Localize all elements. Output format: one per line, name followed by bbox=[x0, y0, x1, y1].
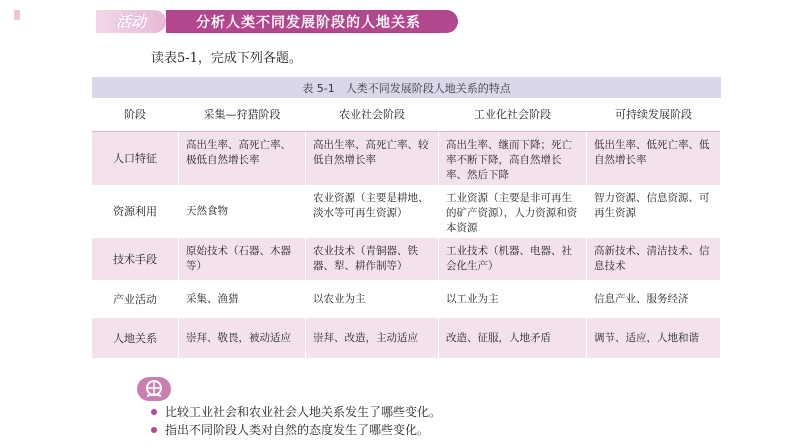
table-cell: 原始技术（石器、木器等） bbox=[179, 238, 306, 280]
table-cell: 改造、征服，人地矛盾 bbox=[439, 318, 587, 358]
table-cell: 天然食物 bbox=[179, 185, 306, 238]
activity-header bbox=[96, 10, 458, 33]
column-header-agricultural: 农业社会阶段 bbox=[306, 98, 439, 132]
row-label-technology: 技术手段 bbox=[92, 238, 179, 280]
row-label-industry: 产业活动 bbox=[92, 280, 179, 318]
table-cell: 低出生率、低死亡率、低自然增长率 bbox=[587, 132, 721, 185]
table-cell: 高出生率、高死亡率、极低自然增长率 bbox=[179, 132, 306, 185]
table-cell: 调节、适应，人地和谐 bbox=[587, 318, 721, 358]
column-header-stage: 阶段 bbox=[92, 98, 179, 132]
row-label-population: 人口特征 bbox=[92, 132, 179, 185]
question-item bbox=[151, 403, 441, 420]
globe-hand-icon bbox=[137, 377, 171, 401]
table-cell: 以工业为主 bbox=[439, 280, 587, 318]
question-text: 指出不同阶段人类对自然的态度发生了哪些变化。 bbox=[165, 423, 430, 437]
table-cell: 农业技术（青铜器、铁器、犁、耕作制等） bbox=[306, 238, 439, 280]
table-grid bbox=[92, 98, 721, 358]
column-header-sustainable: 可持续发展阶段 bbox=[587, 98, 721, 132]
table-cell: 崇拜、敬畏，被动适应 bbox=[179, 318, 306, 358]
activity-tag: 活动 bbox=[96, 10, 166, 33]
table-caption: 表 5-1 人类不同发展阶段人地关系的特点 bbox=[92, 77, 721, 98]
row-label-resources: 资源利用 bbox=[92, 185, 179, 238]
question-item bbox=[151, 421, 429, 438]
table-cell: 工业资源（主要是非可再生的矿产资源），人力资源和资本资源 bbox=[439, 185, 587, 238]
table-cell: 工业技术（机器、电器、社会化生产） bbox=[439, 238, 587, 280]
table-cell: 高出生率、高死亡率、较低自然增长率 bbox=[306, 132, 439, 185]
table-cell: 农业资源（主要是耕地、淡水等可再生资源） bbox=[306, 185, 439, 238]
bullet-icon bbox=[151, 427, 157, 433]
corner-decoration bbox=[14, 10, 20, 20]
table-cell: 采集、渔猎 bbox=[179, 280, 306, 318]
table-cell: 以农业为主 bbox=[306, 280, 439, 318]
instruction-text: 读表5-1，完成下列各题。 bbox=[151, 51, 302, 66]
table-cell: 崇拜、改造，主动适应 bbox=[306, 318, 439, 358]
column-header-hunting: 采集—狩猎阶段 bbox=[179, 98, 306, 132]
table-cell: 智力资源、信息资源、可再生资源 bbox=[587, 185, 721, 238]
column-header-industrial: 工业化社会阶段 bbox=[439, 98, 587, 132]
table-cell: 信息产业、服务经济 bbox=[587, 280, 721, 318]
stage-table bbox=[92, 77, 721, 358]
bullet-icon bbox=[151, 409, 157, 415]
row-label-relationship: 人地关系 bbox=[92, 318, 179, 358]
table-cell: 高新技术、清洁技术、信息技术 bbox=[587, 238, 721, 280]
question-text: 比较工业社会和农业社会人地关系发生了哪些变化。 bbox=[165, 405, 442, 419]
table-cell: 高出生率、继而下降；死亡率不断下降，高自然增长率、然后下降 bbox=[439, 132, 587, 185]
activity-title: 分析人类不同发展阶段的人地关系 bbox=[166, 10, 458, 33]
